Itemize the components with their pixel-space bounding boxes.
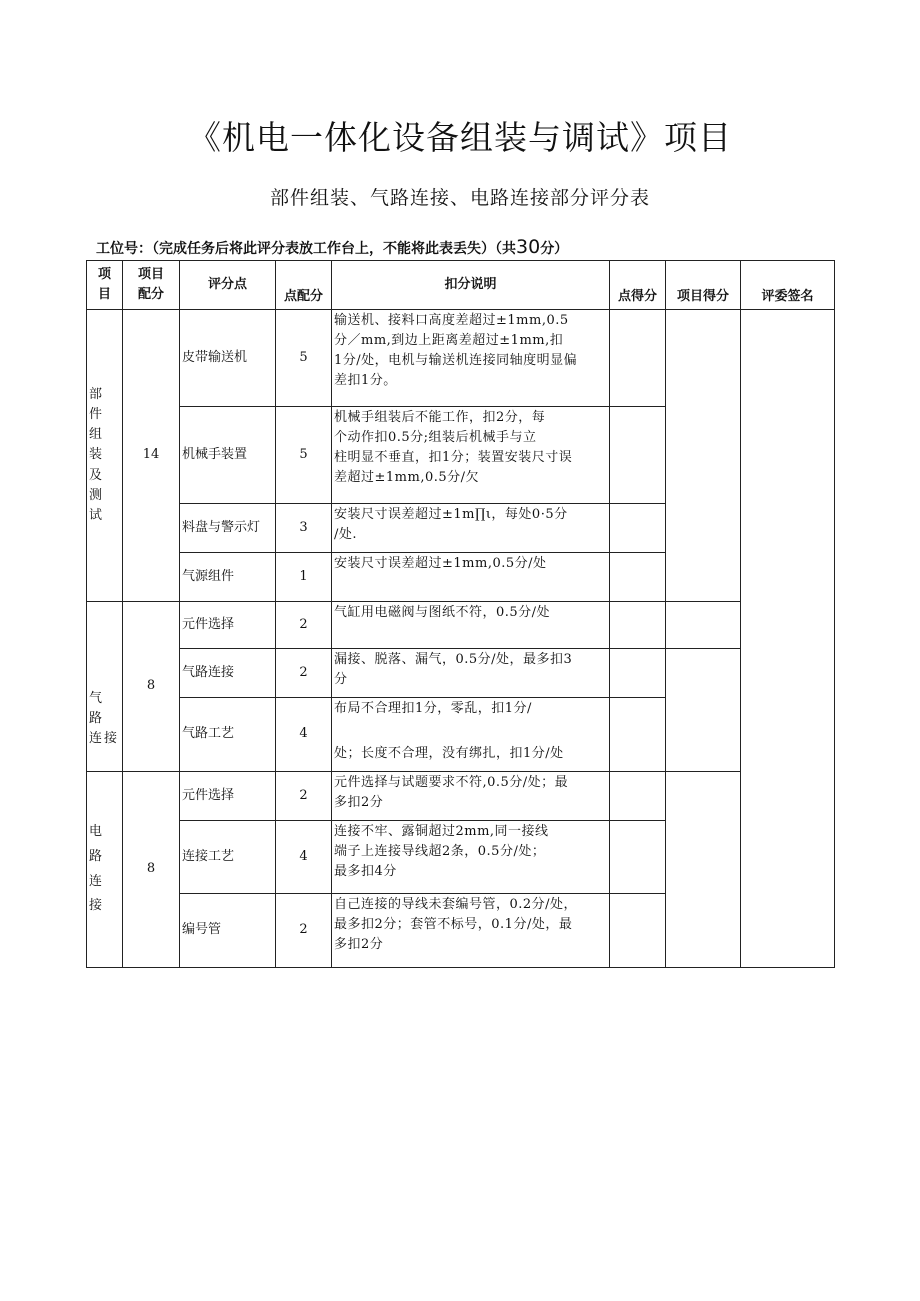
point-score: 4 — [276, 821, 332, 894]
note-total: 30 — [516, 236, 541, 258]
point-got-cell[interactable] — [610, 821, 666, 894]
point-score: 2 — [276, 894, 332, 968]
judge-sign-cell[interactable] — [741, 310, 835, 968]
point-name: 气路连接 — [180, 649, 276, 698]
point-got-cell[interactable] — [610, 772, 666, 821]
section-score: 14 — [123, 310, 180, 602]
point-name: 机械手装置 — [180, 407, 276, 504]
point-name: 气路工艺 — [180, 698, 276, 772]
point-got-cell[interactable] — [610, 649, 666, 698]
header-item-score: 项目 配分 — [123, 261, 180, 310]
header-point-got: 点得分 — [610, 261, 666, 310]
item-got-cell[interactable] — [666, 772, 741, 968]
section-name: 电 路 连 接 — [87, 772, 123, 968]
table-row — [87, 602, 835, 649]
section-name: 气 路 连接 — [87, 602, 123, 772]
deduction-desc: 连接不牢、露铜超过2mm,同一接线 端子上连接导线超2条，0.5分/处； 最多扣4分 — [332, 821, 610, 894]
station-note — [96, 236, 568, 258]
point-score: 3 — [276, 504, 332, 553]
point-name: 皮带输送机 — [180, 310, 276, 407]
header-point: 评分点 — [180, 261, 276, 310]
deduction-desc: 元件选择与试题要求不符,0.5分/处；最 多扣2分 — [332, 772, 610, 821]
point-name: 连接工艺 — [180, 821, 276, 894]
point-name: 料盘与警示灯 — [180, 504, 276, 553]
point-name: 元件选择 — [180, 772, 276, 821]
deduction-desc: 漏接、脱落、漏气，0.5分/处，最多扣3 分 — [332, 649, 610, 698]
header-item-got: 项目得分 — [666, 261, 741, 310]
point-score: 2 — [276, 602, 332, 649]
point-score: 5 — [276, 310, 332, 407]
item-got-cell[interactable] — [666, 310, 741, 602]
point-score: 4 — [276, 698, 332, 772]
point-name: 气源组件 — [180, 553, 276, 602]
section-name: 部 件 组 装 及 测 试 — [87, 310, 123, 602]
deduction-desc: 机械手组装后不能工作，扣2分，每 个动作扣0.5分;组装后机械手与立 柱明显不垂直，扣1分；装置安装尺寸误 差超过±1mm,0.5分/欠 — [332, 407, 610, 504]
section-score: 8 — [123, 602, 180, 772]
deduction-desc: 安装尺寸误差超过±1m∏ι，每处0·5分 /处. — [332, 504, 610, 553]
deduction-desc: 输送机、接料口高度差超过±1mm,0.5 分／mm,到边上距离差超过±1mm,扣 1分/处，电机与输送机连接同轴度明显偏 差扣1分。 — [332, 310, 610, 407]
point-got-cell[interactable] — [610, 407, 666, 504]
point-got-cell[interactable] — [610, 602, 666, 649]
header-point-score: 点配分 — [276, 261, 332, 310]
point-score: 2 — [276, 772, 332, 821]
note-suffix: 分） — [540, 241, 569, 257]
table-row — [87, 649, 835, 698]
point-got-cell[interactable] — [610, 504, 666, 553]
deduction-desc: 布局不合理扣1分，零乱，扣1分/ 处；长度不合理，没有绑扎，扣1分/处 — [332, 698, 610, 772]
point-name: 元件选择 — [180, 602, 276, 649]
deduction-desc: 自己连接的导线未套编号管，0.2分/处， 最多扣2分；套管不标号，0.1分/处，最 多扣2分 — [332, 894, 610, 968]
point-name: 编号管 — [180, 894, 276, 968]
point-score: 5 — [276, 407, 332, 504]
header-item: 项 目 — [87, 261, 123, 310]
point-score: 1 — [276, 553, 332, 602]
table-row — [87, 772, 835, 821]
header-deduction: 扣分说明 — [332, 261, 610, 310]
note-prefix: 工位号：（完成任务后将此评分表放工作台上，不能将此表丢失）（共 — [96, 241, 516, 257]
header-row — [87, 261, 835, 310]
page-subtitle: 部件组装、气路连接、电路连接部分评分表 — [269, 187, 650, 209]
score-table — [86, 260, 835, 968]
point-got-cell[interactable] — [610, 553, 666, 602]
point-score: 2 — [276, 649, 332, 698]
point-got-cell[interactable] — [610, 894, 666, 968]
table-row — [87, 310, 835, 407]
item-got-cell[interactable] — [666, 649, 741, 772]
point-got-cell[interactable] — [610, 698, 666, 772]
item-got-cell[interactable] — [666, 602, 741, 649]
page-title: 《机电一体化设备组装与调试》项目 — [188, 118, 732, 157]
header-judge-sign: 评委签名 — [741, 261, 835, 310]
point-got-cell[interactable] — [610, 310, 666, 407]
section-score: 8 — [123, 772, 180, 968]
deduction-desc: 气缸用电磁阀与图纸不符，0.5分/处 — [332, 602, 610, 649]
deduction-desc: 安装尺寸误差超过±1mm,0.5分/处 — [332, 553, 610, 602]
